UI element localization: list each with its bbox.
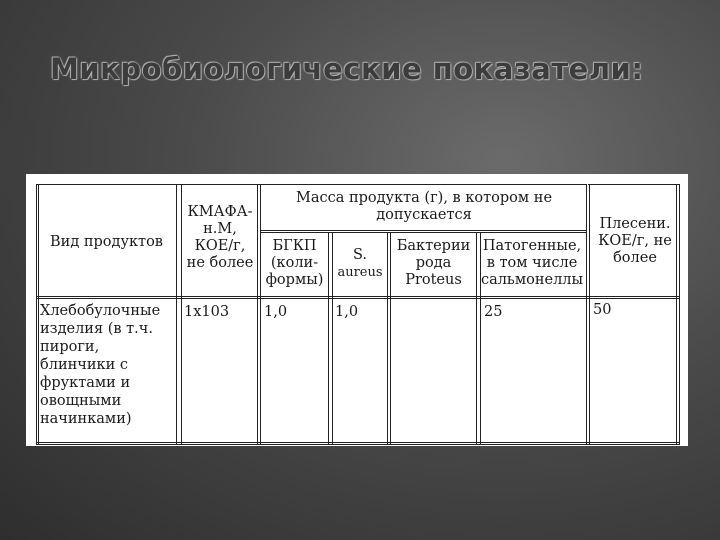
header-kmafanm-line: не более bbox=[186, 255, 254, 271]
table-rule bbox=[588, 184, 680, 185]
table-rule bbox=[328, 232, 329, 444]
row-bgkp-value: 1,0 bbox=[264, 304, 288, 320]
header-kmafanm bbox=[182, 204, 258, 272]
header-proteus bbox=[390, 238, 477, 289]
header-s-aureus-line: aureus bbox=[337, 265, 383, 280]
table-rule bbox=[36, 444, 680, 445]
header-kmafanm-line: н.М, bbox=[203, 221, 237, 237]
header-product-type: Вид продуктов bbox=[50, 234, 163, 250]
header-s-aureus-line: S. bbox=[352, 247, 368, 263]
header-proteus-line: рода bbox=[415, 255, 452, 271]
table-rule bbox=[260, 230, 586, 231]
header-s-aureus bbox=[332, 247, 388, 281]
header-kmafanm-line: КМАФА- bbox=[187, 204, 253, 220]
row-product-line: изделия (в т.ч. bbox=[40, 321, 153, 337]
slide-title: Микробиологические показатели: bbox=[50, 52, 644, 86]
header-pathogenic-line: Патогенные, bbox=[482, 238, 582, 254]
row-pathogenic-value: 25 bbox=[484, 304, 503, 320]
row-s-aureus-value: 1,0 bbox=[335, 304, 359, 320]
row-product bbox=[40, 302, 160, 428]
table-rule bbox=[36, 184, 37, 444]
header-mass-group-line: допускается bbox=[376, 207, 472, 223]
microbiology-table bbox=[26, 174, 688, 446]
header-mass-group-line: Масса продукта (г), в котором не bbox=[295, 190, 553, 206]
header-proteus-line: Proteus bbox=[405, 272, 462, 288]
header-mass-group bbox=[262, 190, 586, 224]
header-molds-line: более bbox=[613, 250, 657, 266]
header-kmafanm-line: КОЕ/г, bbox=[194, 238, 246, 254]
header-pathogenic-line: сальмонеллы bbox=[480, 272, 584, 288]
table-rule bbox=[36, 442, 680, 443]
row-product-line: пироги, bbox=[40, 339, 100, 355]
table-rule bbox=[36, 184, 586, 185]
row-product-line: блинчики с bbox=[40, 357, 128, 373]
header-bgkp-line: (коли- bbox=[270, 255, 319, 271]
header-molds bbox=[588, 216, 682, 267]
table-rule bbox=[260, 232, 586, 233]
header-molds-line: Плесени. bbox=[599, 216, 671, 232]
header-bgkp bbox=[261, 238, 328, 289]
table-rule bbox=[260, 184, 261, 444]
row-molds-value: 50 bbox=[593, 302, 612, 318]
header-molds-line: КОЕ/г, не bbox=[598, 233, 672, 249]
row-kmafanm-value: 1х103 bbox=[184, 304, 230, 320]
table-rule bbox=[586, 184, 587, 444]
header-proteus-line: Бактерии bbox=[396, 238, 471, 254]
header-pathogenic-line: в том числе bbox=[486, 255, 578, 271]
header-bgkp-line: формы) bbox=[265, 272, 324, 288]
header-pathogenic bbox=[478, 238, 586, 289]
header-bgkp-line: БГКП bbox=[272, 238, 317, 254]
row-product-line: Хлебобулочные bbox=[40, 303, 161, 319]
row-product-line: фруктами и bbox=[40, 375, 131, 391]
table-rule bbox=[36, 296, 680, 297]
table-rule bbox=[36, 298, 680, 299]
row-product-line: начинками) bbox=[40, 411, 132, 427]
table-rule bbox=[176, 184, 177, 444]
table-rule bbox=[38, 184, 39, 444]
row-product-line: овощными bbox=[40, 393, 122, 409]
